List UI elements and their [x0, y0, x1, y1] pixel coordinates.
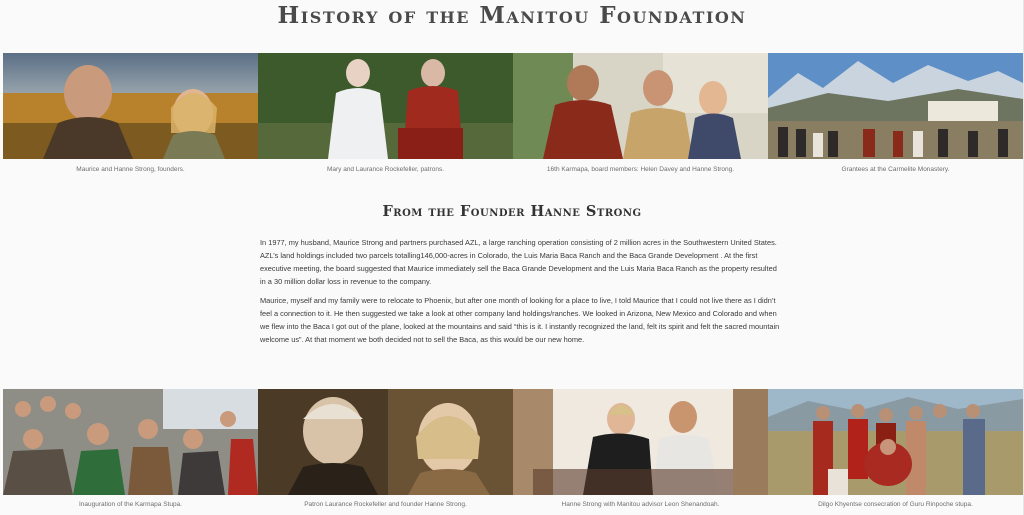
section-heading-prefix: From the Founder	[382, 203, 525, 220]
photo-rockefeller-strong-image	[258, 389, 513, 495]
history-paragraph-2: Maurice, myself and my family were to relocate to Phoenix, but after one month of looking for a place to live, I told Maurice that I could not live there as I didn’t feel a connection to it. He then suggested we take a look at other company land holdings/ranches. We looked in Arizona, New Mexico and Colorado and when we flew into the Baca I got out of the plane, looked at the mountains and said “this is it. I instantly recognized the land, felt its spirit and felt the sacred mountain welcome us”. At that moment we both decided not to sell the Baca, as this would be our new home.	[260, 296, 780, 345]
photo-founders-image	[3, 53, 258, 159]
history-paragraph-1: In 1977, my husband, Maurice Strong and partners purchased AZL, a large ranching operation consisting of 2 million acres in the Southwestern United States. AZL’s land holdings included two parcels totalling146,000-acres in Colorado, the Luis Maria Baca Ranch and the Baca Grande Development . At the first executive meeting, the board suggested that Maurice immediately sell the Baca Grande Development and the Luis Maria Baca Ranch as the property resulted in a 30 million dollar loss in revenue to the company.	[260, 238, 777, 287]
photo-karmapa[interactable]	[513, 53, 768, 159]
photo-caption: Inauguration of the Karmapa Stupa.	[79, 501, 182, 508]
photo-shenandoah[interactable]	[513, 389, 768, 495]
photo-stupa-inauguration[interactable]	[3, 389, 258, 495]
photo-caption: Mary and Laurance Rockefeller, patrons.	[326, 166, 445, 173]
photo-stupa-inauguration-image	[3, 389, 258, 495]
photo-caption: Hanne Strong with Manitou advisor Leon Shenandoah.	[561, 501, 720, 508]
photo-caption: 16th Karmapa, board members: Helen Davey and Hanne Strong.	[546, 166, 735, 173]
bottom-captions	[3, 501, 1023, 508]
photo-shenandoah-image	[513, 389, 768, 495]
photo-caption: Maurice and Hanne Strong, founders.	[76, 166, 185, 173]
photo-carmelite[interactable]	[768, 53, 1023, 159]
photo-rockefellers[interactable]	[258, 53, 513, 159]
page-title: History of the Manitou Foundation	[277, 2, 747, 29]
top-photo-row	[3, 53, 1023, 159]
photo-rockefellers-image	[258, 53, 513, 159]
founder-name: Hanne Strong	[530, 203, 642, 220]
photo-karmapa-image	[513, 53, 768, 159]
photo-dilgo-khyentse-image	[768, 389, 1023, 495]
top-captions	[3, 166, 1023, 173]
photo-rockefeller-strong[interactable]	[258, 389, 513, 495]
photo-caption: Grantees at the Carmelite Monastery.	[841, 166, 950, 173]
photo-carmelite-image	[768, 53, 1023, 159]
photo-founders[interactable]	[3, 53, 258, 159]
section-heading	[0, 203, 1024, 220]
photo-dilgo-khyentse[interactable]	[768, 389, 1023, 495]
photo-caption: Dilgo Khyentse consecration of Guru Rinpoche stupa.	[818, 501, 973, 508]
photo-caption: Patron Laurance Rockefeller and founder Hanne Strong.	[304, 501, 467, 508]
bottom-photo-row	[3, 389, 1023, 495]
